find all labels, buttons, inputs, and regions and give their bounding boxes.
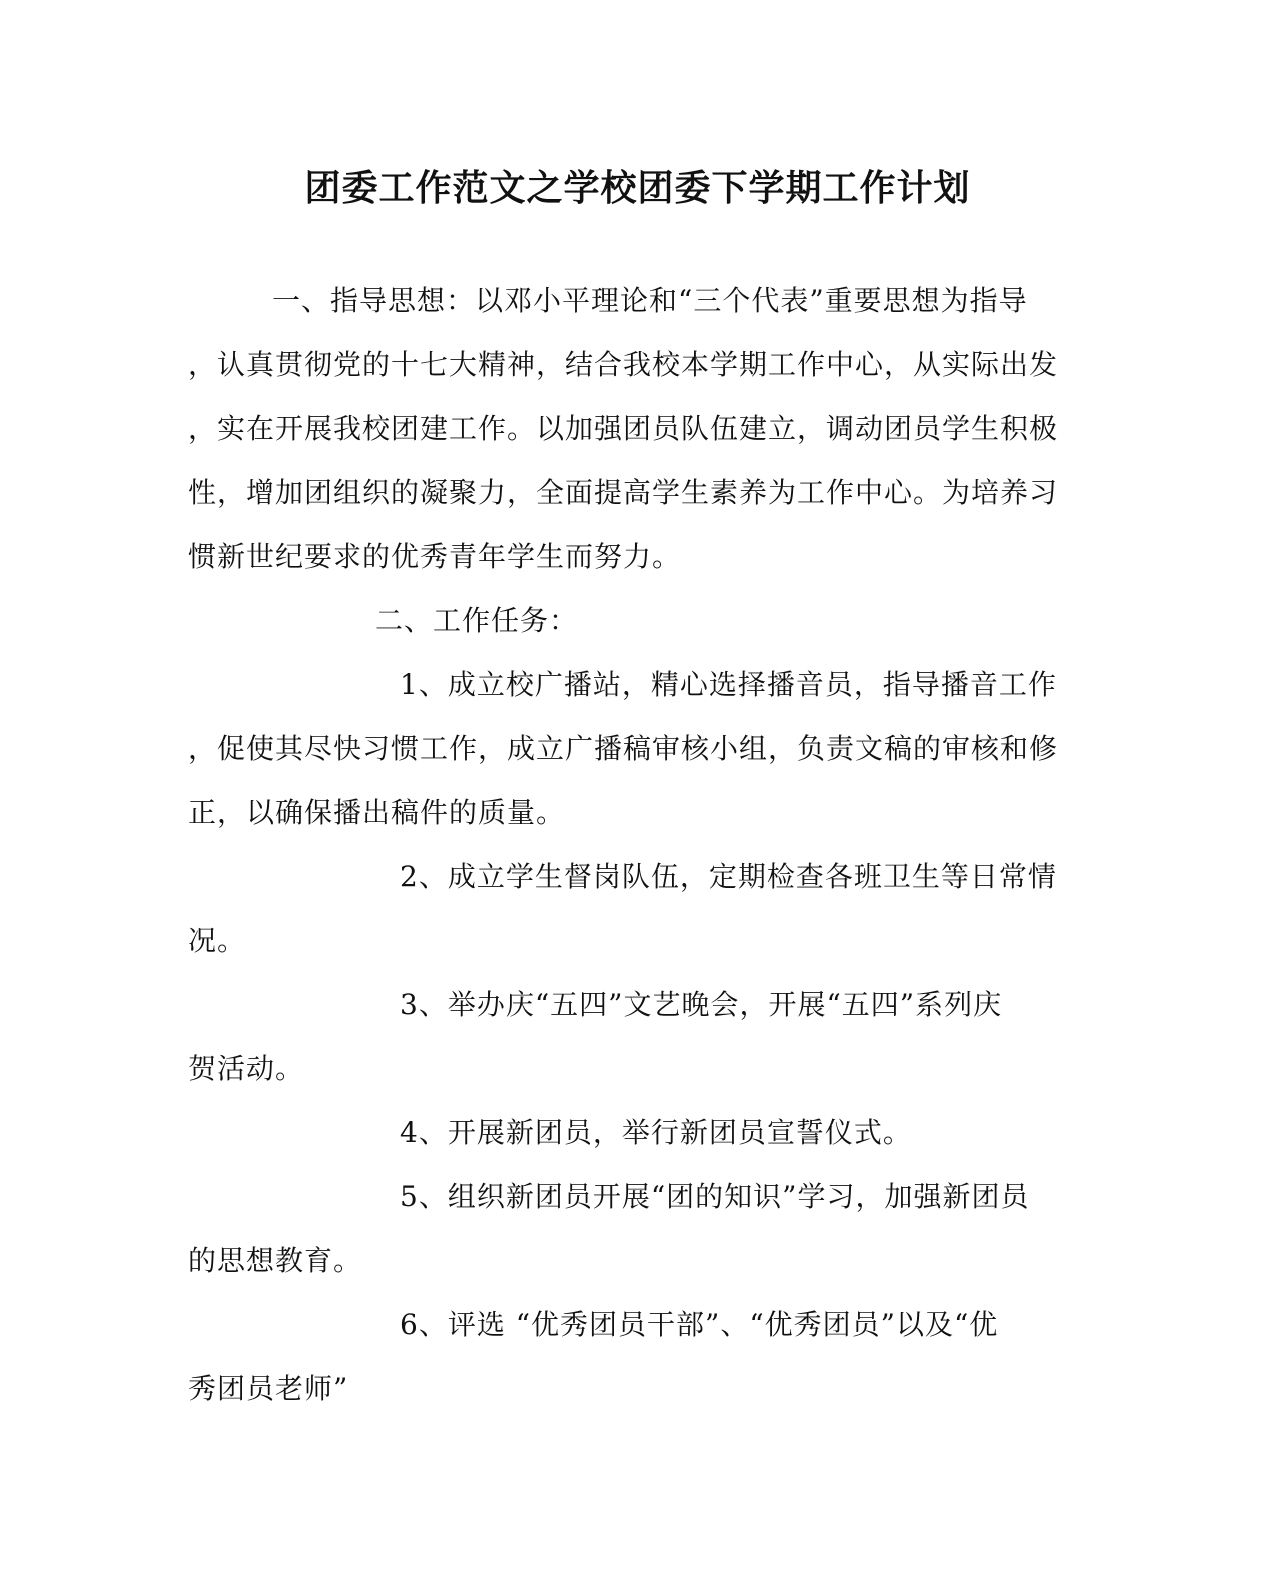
- text-line: 4、开展新团员，举行新团员宣誓仪式。: [400, 1116, 912, 1149]
- text-line: 5、组织新团员开展“团的知识”学习，加强新团员: [400, 1180, 1030, 1213]
- text-line: 贺活动。: [188, 1052, 305, 1085]
- text-line: 1、成立校广播站，精心选择播音员，指导播音工作: [400, 668, 1057, 701]
- text-line: 性，增加团组织的凝聚力，全面提高学生素养为工作中心。为培养习: [188, 476, 1059, 509]
- text-line: 的思想教育。: [188, 1244, 363, 1277]
- text-line: 2、成立学生督岗队伍，定期检查各班卫生等日常情: [400, 860, 1057, 893]
- section-heading: 二、工作任务：: [375, 604, 579, 637]
- document-title: 团委工作范文之学校团委下学期工作计划: [304, 167, 971, 209]
- text-line: 况。: [188, 924, 247, 957]
- text-line: ，实在开展我校团建工作。以加强团员队伍建立，调动团员学生积极: [188, 412, 1059, 445]
- text-line: ，认真贯彻党的十七大精神，结合我校本学期工作中心，从实际出发: [188, 348, 1059, 381]
- text-line: 一、指导思想：以邓小平理论和“三个代表”重要思想为指导: [272, 284, 1028, 317]
- text-line: 秀团员老师”: [188, 1372, 349, 1405]
- text-line: 惯新世纪要求的优秀青年学生而努力。: [188, 540, 682, 573]
- text-line: 6、评选 “优秀团员干部”、“优秀团员”以及“优: [400, 1308, 999, 1341]
- text-line: 正，以确保播出稿件的质量。: [188, 796, 566, 829]
- text-line: ，促使其尽快习惯工作，成立广播稿审核小组，负责文稿的审核和修: [188, 732, 1059, 765]
- text-line: 3、举办庆“五四”文艺晚会，开展“五四”系列庆: [400, 988, 1003, 1021]
